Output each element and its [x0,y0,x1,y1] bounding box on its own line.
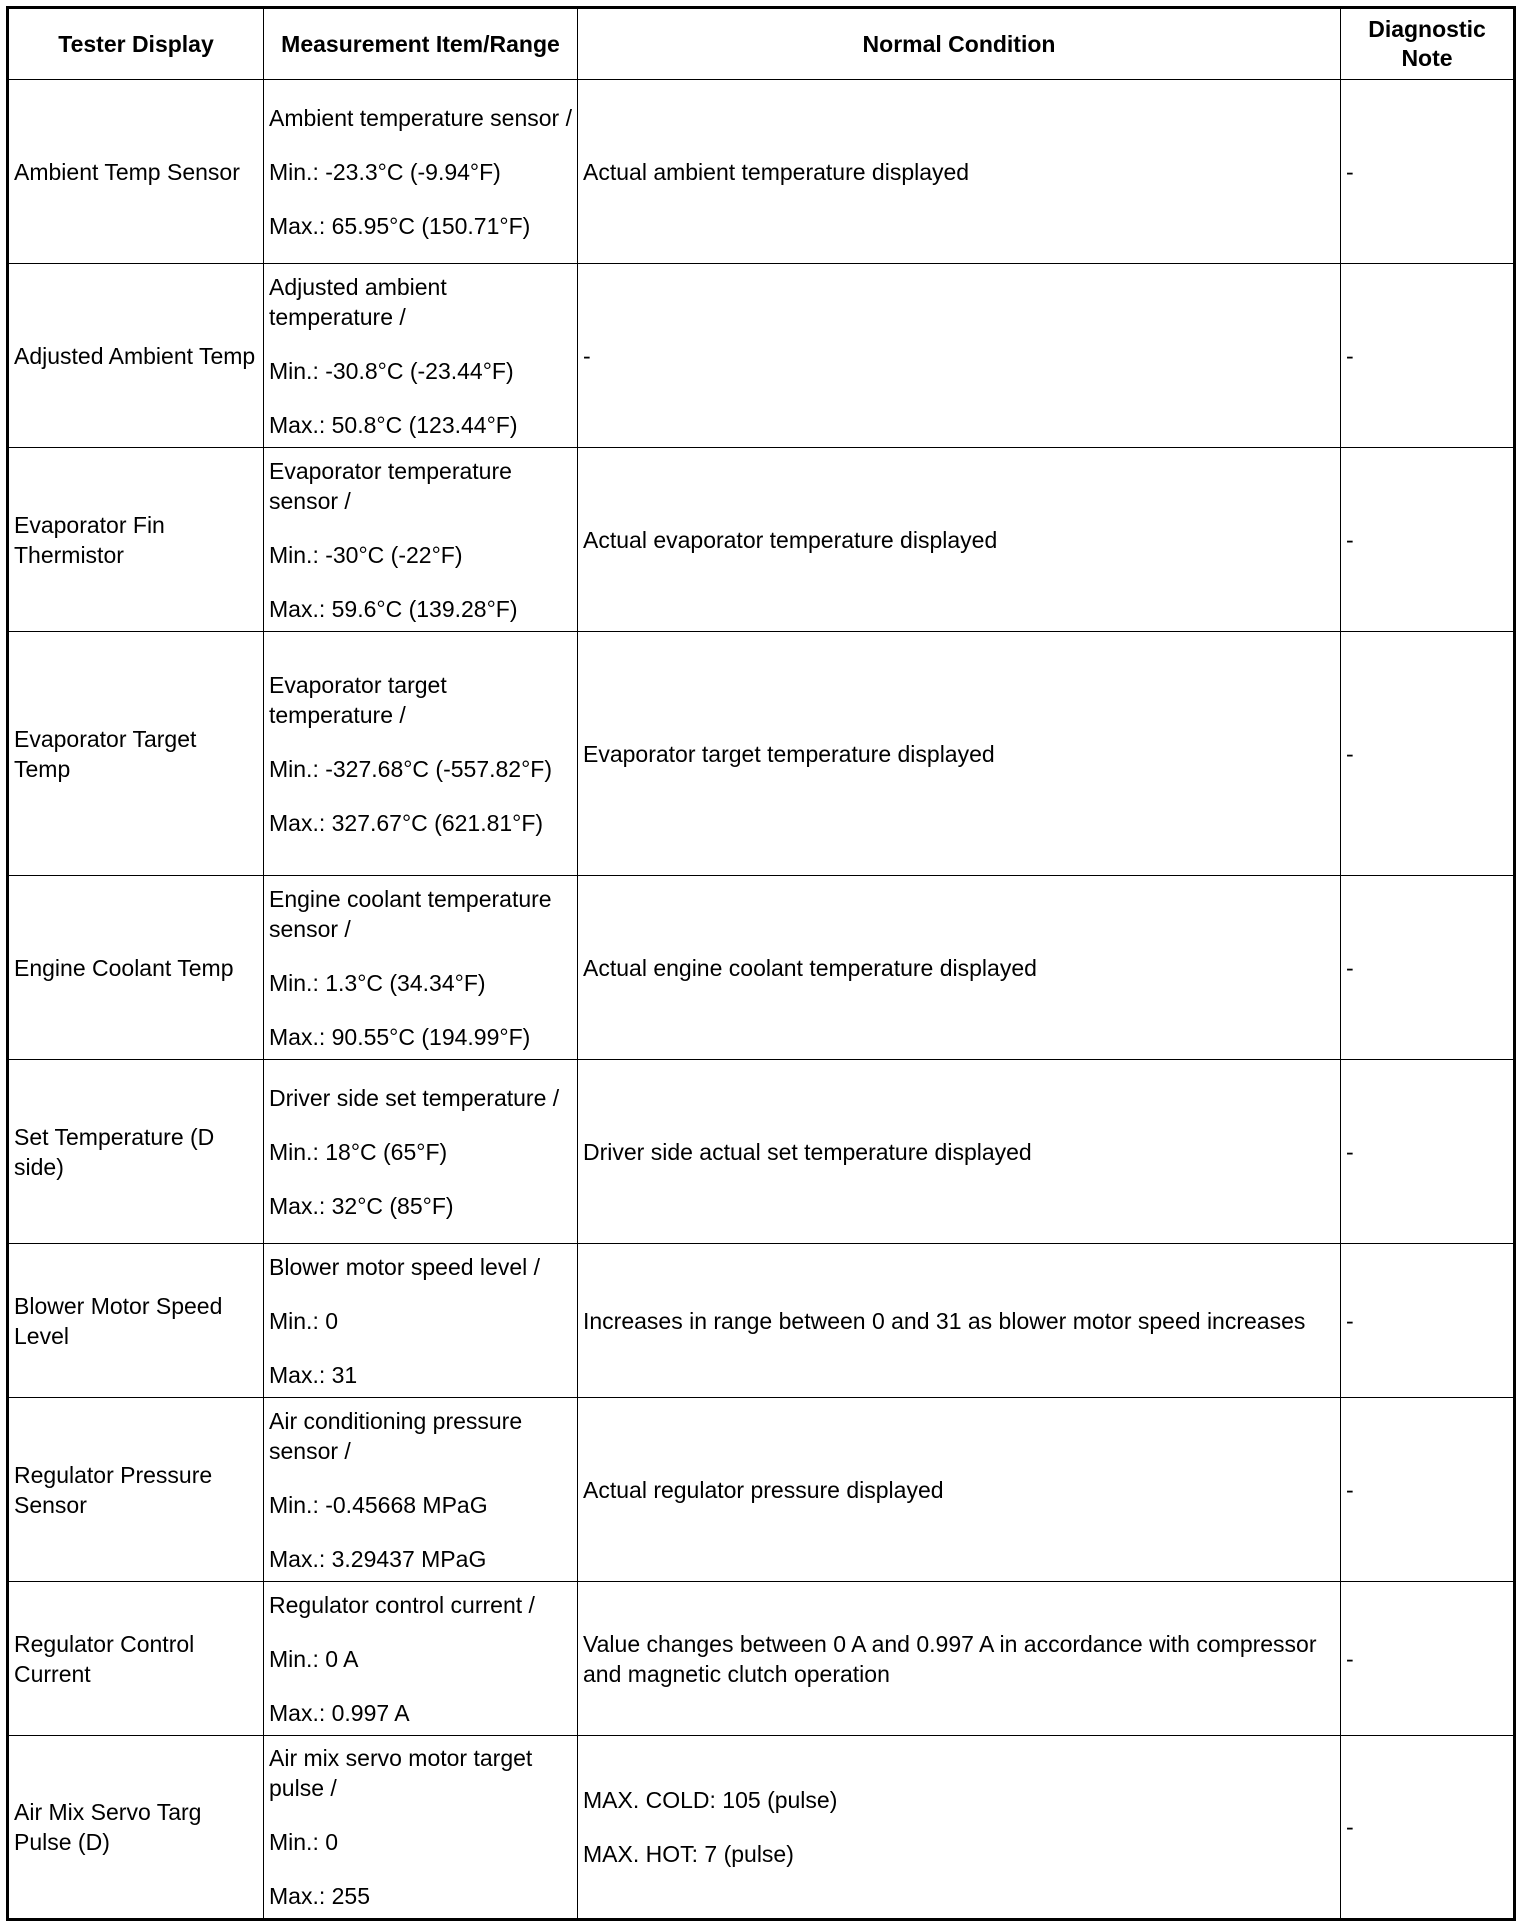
tester-display-cell: Air Mix Servo Targ Pulse (D) [8,1736,264,1920]
condition-line: MAX. COLD: 105 (pulse) [583,1787,838,1813]
tester-display-cell: Regulator Control Current [8,1582,264,1736]
range-min: Min.: 0 [269,1307,339,1334]
table-row [8,1736,1515,1920]
range-min: Min.: 0 A [269,1645,359,1672]
diagnostic-note-cell: - [1341,1060,1515,1244]
measurement-range-cell [264,1398,578,1582]
range-min: Min.: 1.3°C (34.34°F) [269,969,486,996]
table-row [8,80,1515,264]
header-normal-condition: Normal Condition [578,8,1341,80]
range-min: Min.: 18°C (65°F) [269,1138,448,1165]
range-max: Max.: 90.55°C (194.99°F) [269,1023,531,1050]
diagnostic-table-sheet [6,6,1513,1921]
tester-display-cell: Engine Coolant Temp [8,876,264,1060]
normal-condition-cell: Driver side actual set temperature displayed [578,1060,1341,1244]
tester-display-cell: Blower Motor Speed Level [8,1244,264,1398]
diagnostic-note-cell: - [1341,632,1515,876]
range-max: Max.: 65.95°C (150.71°F) [269,212,531,239]
measurement-range-cell [264,876,578,1060]
diagnostic-note-cell: - [1341,876,1515,1060]
measurement-item: Ambient temperature sensor / [269,104,572,131]
measurement-range-cell [264,264,578,448]
table-header-row [8,8,1515,80]
normal-condition-cell: - [578,264,1341,448]
table-row [8,1060,1515,1244]
measurement-range-cell [264,1582,578,1736]
header-tester-display: Tester Display [8,8,264,80]
range-max: Max.: 3.29437 MPaG [269,1545,487,1572]
tester-display-cell: Evaporator Fin Thermistor [8,448,264,632]
header-measurement-item-range: Measurement Item/Range [264,8,578,80]
table-row [8,1244,1515,1398]
tester-display-cell: Evaporator Target Temp [8,632,264,876]
range-min: Min.: -23.3°C (-9.94°F) [269,158,501,185]
range-min: Min.: -0.45668 MPaG [269,1491,488,1518]
range-max: Max.: 59.6°C (139.28°F) [269,595,518,622]
range-max: Max.: 31 [269,1361,358,1388]
diagnostic-note-cell: - [1341,1398,1515,1582]
measurement-range-cell [264,80,578,264]
range-max: Max.: 32°C (85°F) [269,1192,454,1219]
diagnostic-note-cell: - [1341,80,1515,264]
measurement-range-cell [264,1060,578,1244]
normal-condition-cell: Increases in range between 0 and 31 as blower motor speed increases [578,1244,1341,1398]
normal-condition-cell: Actual engine coolant temperature displayed [578,876,1341,1060]
condition-line: MAX. HOT: 7 (pulse) [583,1841,794,1867]
header-diagnostic-note: Diagnostic Note [1341,8,1515,80]
normal-condition-cell: Actual regulator pressure displayed [578,1398,1341,1582]
table-row [8,264,1515,448]
measurement-item: Regulator control current / [269,1591,535,1618]
measurement-item: Driver side set temperature / [269,1084,560,1111]
measurement-item: Blower motor speed level / [269,1253,541,1280]
range-min: Min.: -30.8°C (-23.44°F) [269,357,514,384]
measurement-range-cell [264,448,578,632]
range-max: Max.: 50.8°C (123.44°F) [269,411,518,438]
table-row [8,448,1515,632]
range-max: Max.: 0.997 A [269,1699,410,1726]
tester-display-cell: Adjusted Ambient Temp [8,264,264,448]
measurement-item: Adjusted ambient temperature / [269,273,447,330]
table-row [8,1582,1515,1736]
measurement-item: Engine coolant temperature sensor / [269,885,552,942]
range-min: Min.: 0 [269,1829,339,1855]
tester-display-cell: Regulator Pressure Sensor [8,1398,264,1582]
measurement-item: Evaporator temperature sensor / [269,457,512,514]
table-row [8,1398,1515,1582]
data-monitor-table [6,6,1516,1921]
diagnostic-note-cell: - [1341,1244,1515,1398]
tester-display-cell: Ambient Temp Sensor [8,80,264,264]
measurement-item: Air mix servo motor target pulse / [269,1745,533,1801]
measurement-range-cell [264,632,578,876]
measurement-range-cell [264,1736,578,1920]
measurement-item: Evaporator target temperature / [269,671,447,728]
table-row [8,876,1515,1060]
normal-condition-cell: Value changes between 0 A and 0.997 A in accordance with compressor and magnetic clutch operation [578,1582,1341,1736]
diagnostic-note-cell: - [1341,1582,1515,1736]
tester-display-cell: Set Temperature (D side) [8,1060,264,1244]
measurement-item: Air conditioning pressure sensor / [269,1407,523,1464]
range-min: Min.: -30°C (-22°F) [269,541,463,568]
normal-condition-cell: Actual ambient temperature displayed [578,80,1341,264]
normal-condition-cell: Actual evaporator temperature displayed [578,448,1341,632]
range-max: Max.: 255 [269,1883,370,1909]
table-row [8,632,1515,876]
range-min: Min.: -327.68°C (-557.82°F) [269,755,553,782]
range-max: Max.: 327.67°C (621.81°F) [269,809,544,836]
normal-condition-cell: Evaporator target temperature displayed [578,632,1341,876]
diagnostic-note-cell: - [1341,264,1515,448]
normal-condition-cell [578,1736,1341,1920]
measurement-range-cell [264,1244,578,1398]
diagnostic-note-cell: - [1341,1736,1515,1920]
diagnostic-note-cell: - [1341,448,1515,632]
